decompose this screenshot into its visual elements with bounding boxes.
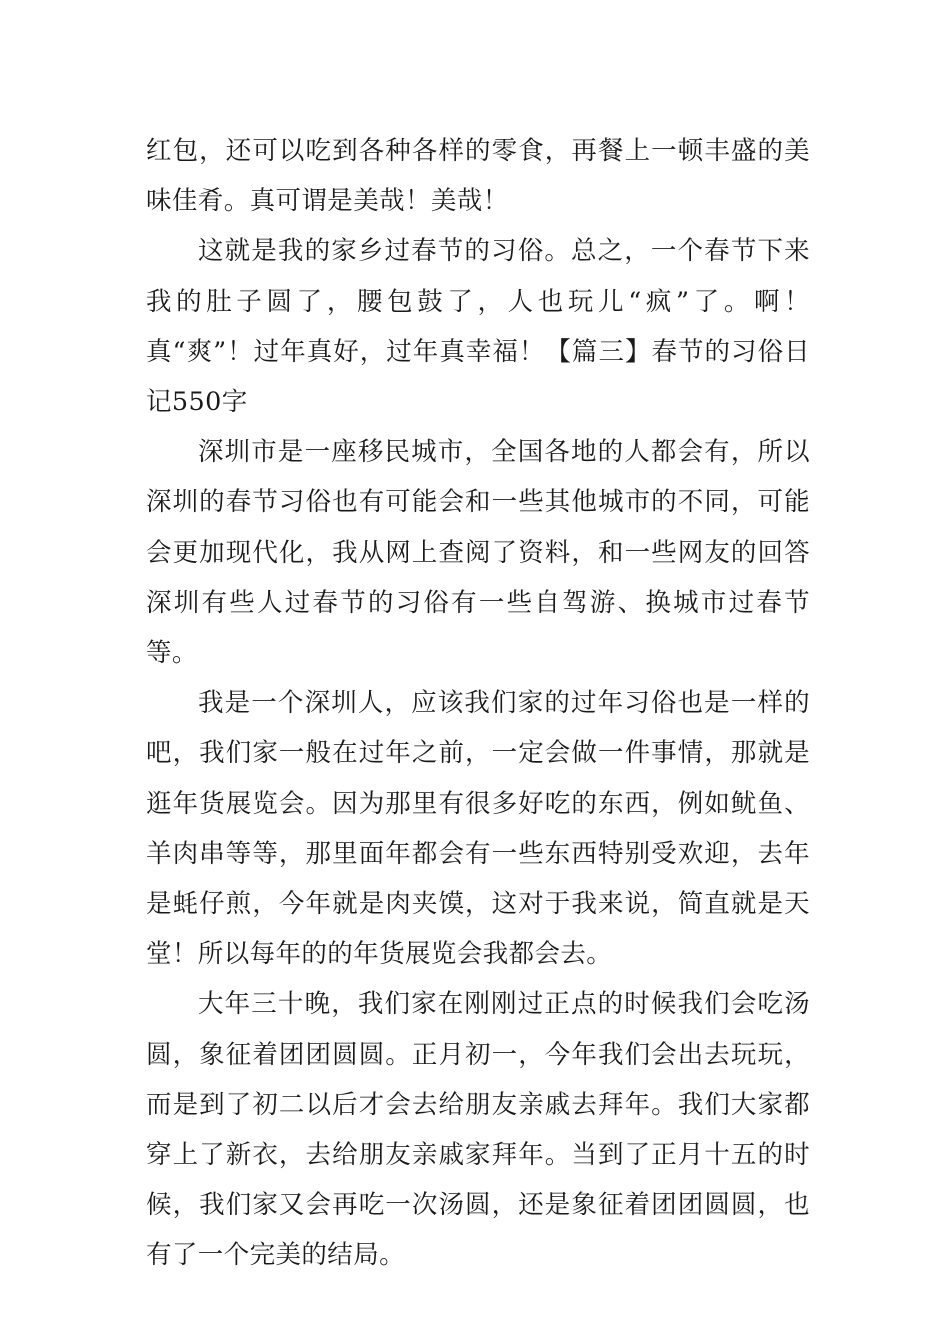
paragraph: 大年三十晚，我们家在刚刚过正点的时候我们会吃汤圆，象征着团团圆圆。正月初一，今年我们会出去玩玩，而是到了初二以后才会去给朋友亲戚去拜年。我们大家都穿上了新衣，去给朋友亲戚家拜年。当到了正月十五的时候，我们家又会再吃一次汤圆，还是象征着团团圆圆，也有了一个完美的结局。 — [146, 989, 810, 1271]
paragraph-continued: 红包，还可以吃到各种各样的零食，再餐上一顿丰盛的美味佳肴。真可谓是美哉！美哉！ — [146, 136, 810, 217]
paragraph: 这就是我的家乡过春节的习俗。总之，一个春节下来我的肚子圆了，腰包鼓了，人也玩儿“疯”了。啊！真“爽”！过年真好，过年真幸福！【篇三】春节的习俗日记550字 — [146, 236, 810, 418]
paragraph: 深圳市是一座移民城市，全国各地的人都会有，所以深圳的春节习俗也有可能会和一些其他城市的不同，可能会更加现代化，我从网上查阅了资料，和一些网友的回答深圳有些人过春节的习俗有一些自驾游、换城市过春节等。 — [146, 437, 810, 669]
paragraph: 我是一个深圳人，应该我们家的过年习俗也是一样的吧，我们家一般在过年之前，一定会做一件事情，那就是逛年货展览会。因为那里有很多好吃的东西，例如鱿鱼、羊肉串等等，那里面年都会有一些东西特别受欢迎，去年是蚝仔煎，今年就是肉夹馍，这对于我来说，简直就是天堂！所以每年的的年货展览会我都会去。 — [146, 688, 810, 970]
document-body — [146, 126, 810, 1281]
